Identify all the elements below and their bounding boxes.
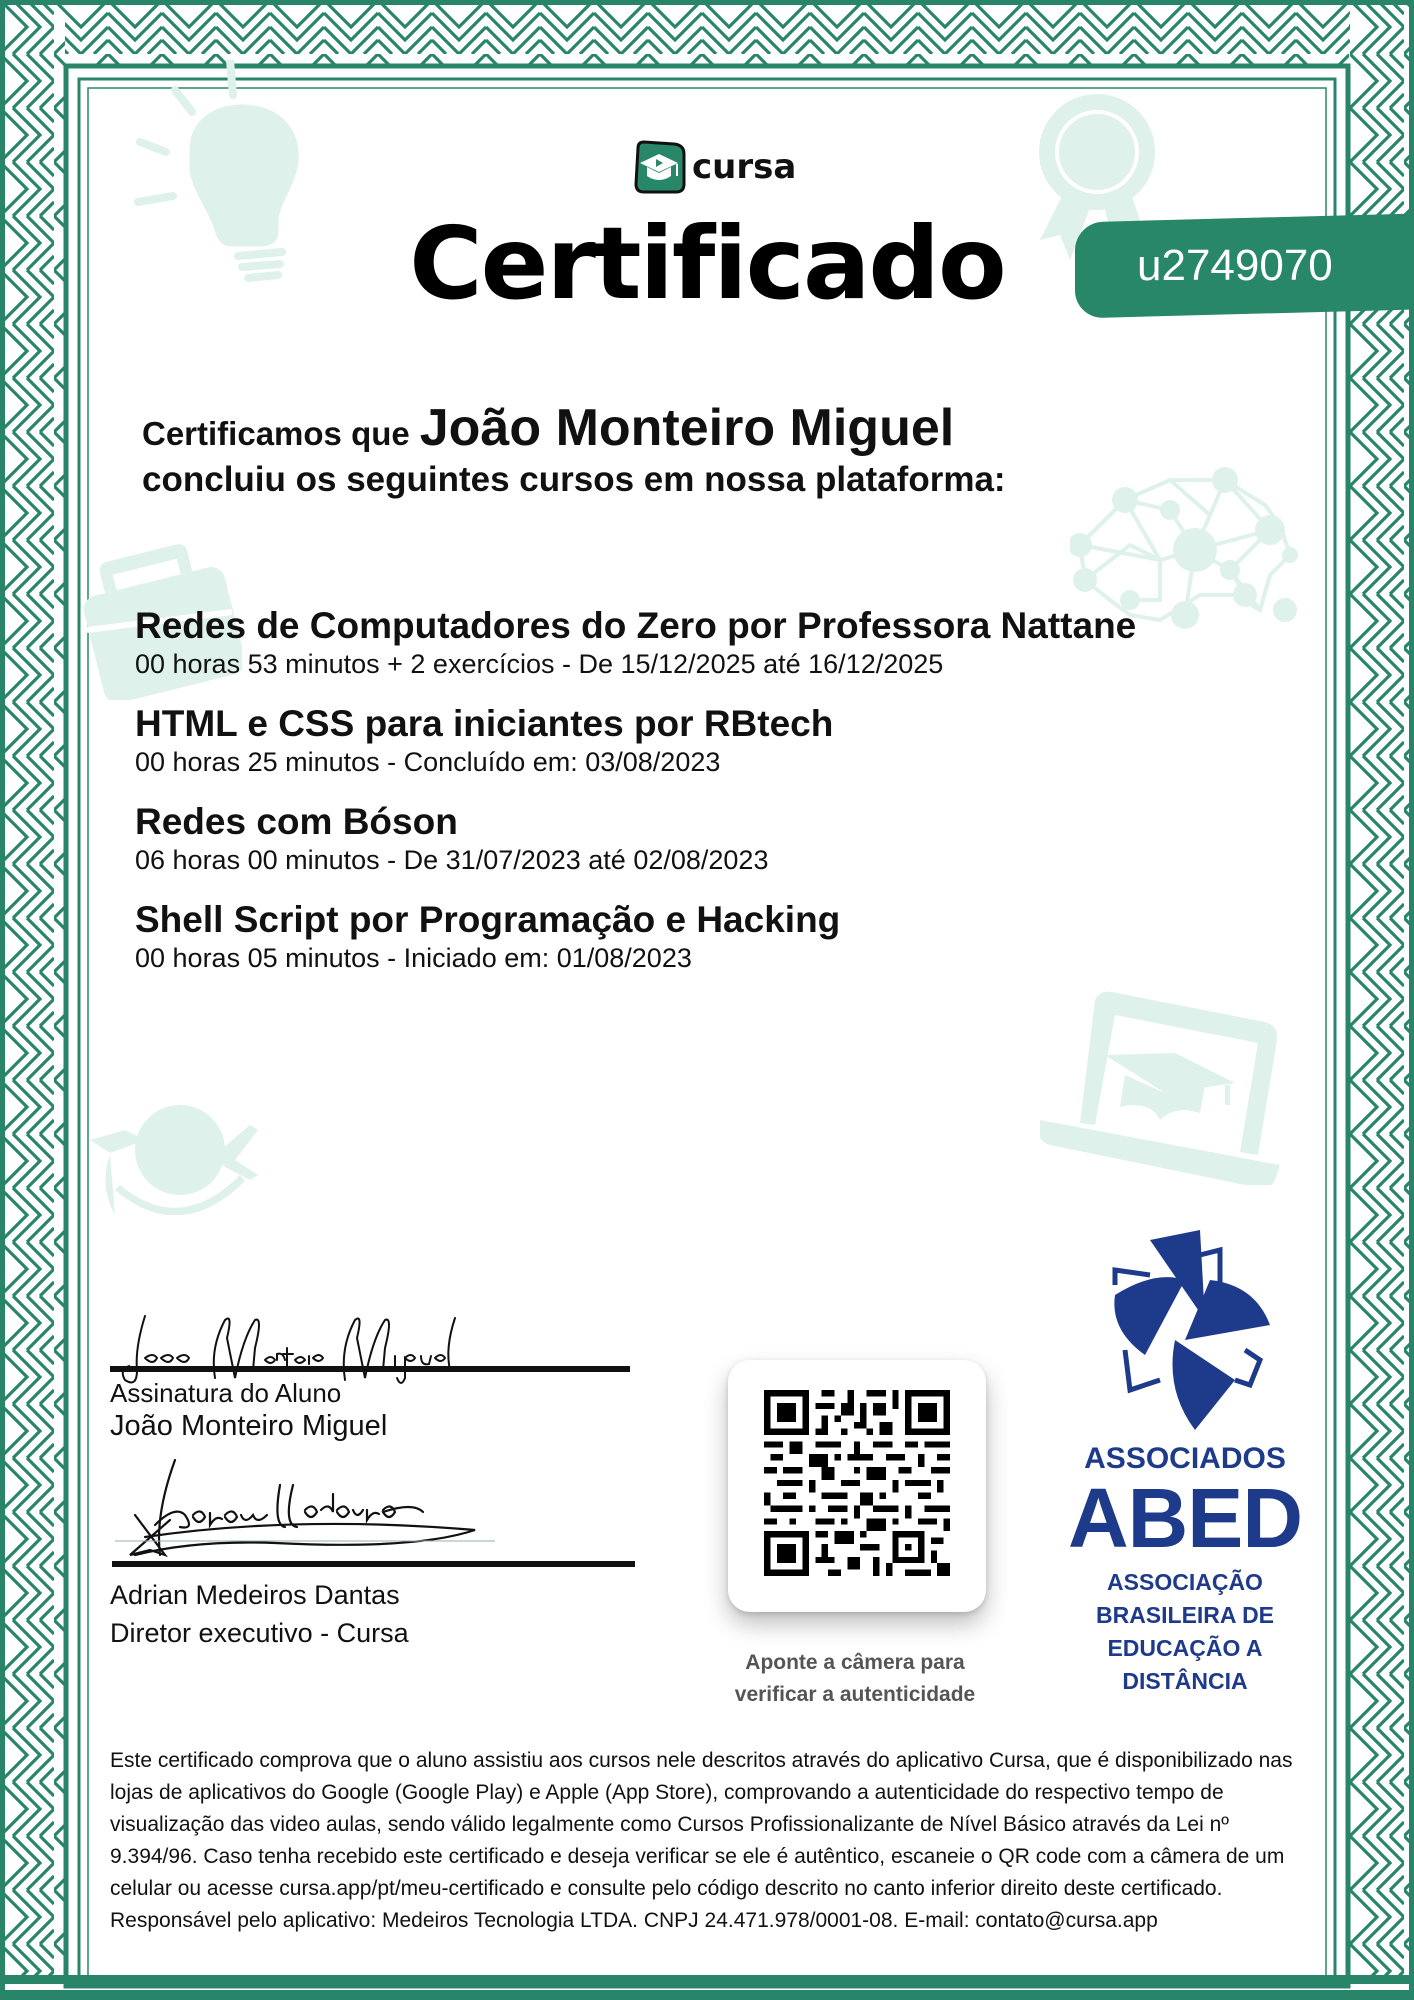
abed-fullname [1040,1566,1330,1698]
student-signature-caption: Assinatura do Aluno [110,1378,342,1408]
course-name: Shell Script por Programação e Hacking [135,899,841,940]
student-name: João Monteiro Miguel [419,399,955,457]
course-item [135,898,1185,974]
abed-acronym: ABED [1067,1471,1302,1565]
course-list [135,604,1185,996]
course-item [135,604,1185,680]
abed-fullname-line1: ASSOCIAÇÃO [1107,1569,1263,1595]
abed-seal [1040,1230,1330,1698]
abed-fullname-line3: EDUCAÇÃO A [1107,1635,1263,1661]
course-details: 00 horas 25 minutos - Concluído em: 03/08/2023 [135,747,721,777]
legal-notice [110,1745,1310,1937]
course-name: HTML e CSS para iniciantes por RBtech [135,703,834,744]
intro-line2: concluiu os seguintes cursos em nossa plataforma: [142,460,1006,499]
intro-lead: Certificamos que [142,415,410,452]
legal-text: Este certificado comprova que o aluno assistiu aos cursos nele descritos através do aplicativo Cursa, que é disponibilizado nas lojas de aplicativos do Google (Google Play) e Apple (App Store), comprovando a autenticidade do respectivo tempo de visualização das video aulas, sendo válido legalmente como Cursos Profissionalizante de Nível Básico através da Lei nº 9.394/96. Caso tenha recebido este certificado e deseja verificar se ele é autêntico, escaneie o QR code com a câmera de um celular ou acesse cursa.app/pt/meu-certificado e consulte pelo código descrito no canto inferior direito deste certificado. [110,1749,1293,1900]
course-details: 06 horas 00 minutos - De 31/07/2023 até 02/08/2023 [135,845,769,875]
course-item [135,702,1185,778]
bottom-stripe-lower [0,1990,1414,2000]
abed-logo-icon [1085,1230,1285,1430]
course-details: 00 horas 53 minutos + 2 exercícios - De 15/12/2025 até 16/12/2025 [135,649,944,679]
qr-caption [690,1647,1020,1711]
qr-code-card[interactable] [728,1360,986,1612]
brand-name: cursa [692,147,797,187]
director-role: Diretor executivo - Cursa [110,1618,409,1648]
qr-code[interactable] [764,1390,950,1576]
student-signature-name: João Monteiro Miguel [110,1410,388,1442]
qr-caption-line2: verificar a autenticidade [734,1683,976,1706]
certificate-code: u2749070 [1136,241,1333,291]
course-name: Redes de Computadores do Zero por Professora Nattane [135,605,1137,646]
director-signature-line [112,1561,635,1567]
abed-associados: ASSOCIADOS [1084,1442,1286,1475]
director-signature-script [115,1455,515,1575]
globe-travel-icon [90,1095,270,1215]
course-item [135,800,1185,876]
certificate-intro [142,398,1006,500]
bottom-stripe-upper [0,1975,1414,1984]
certificate-title: Certificado [409,205,1005,322]
student-signature-line [110,1366,630,1372]
qr-caption-line1: Aponte a câmera para [745,1651,965,1674]
course-name: Redes com Bóson [135,801,458,842]
abed-fullname-line4: DISTÂNCIA [1122,1668,1248,1694]
director-name: Adrian Medeiros Dantas [110,1580,400,1610]
cursa-logo-icon [632,140,686,194]
course-details: 00 horas 05 minutos - Iniciado em: 01/08/2023 [135,943,692,973]
laptop-graduation-icon [1040,985,1290,1185]
certificate-code-badge [1075,214,1414,319]
legal-responsible: Responsável pelo aplicativo: Medeiros Tecnologia LTDA. CNPJ 24.471.978/0001-08. E-mail: contato@cursa.app [110,1909,1158,1932]
abed-fullname-line2: BRASILEIRA DE [1095,1602,1275,1628]
brand-logo [632,140,796,194]
